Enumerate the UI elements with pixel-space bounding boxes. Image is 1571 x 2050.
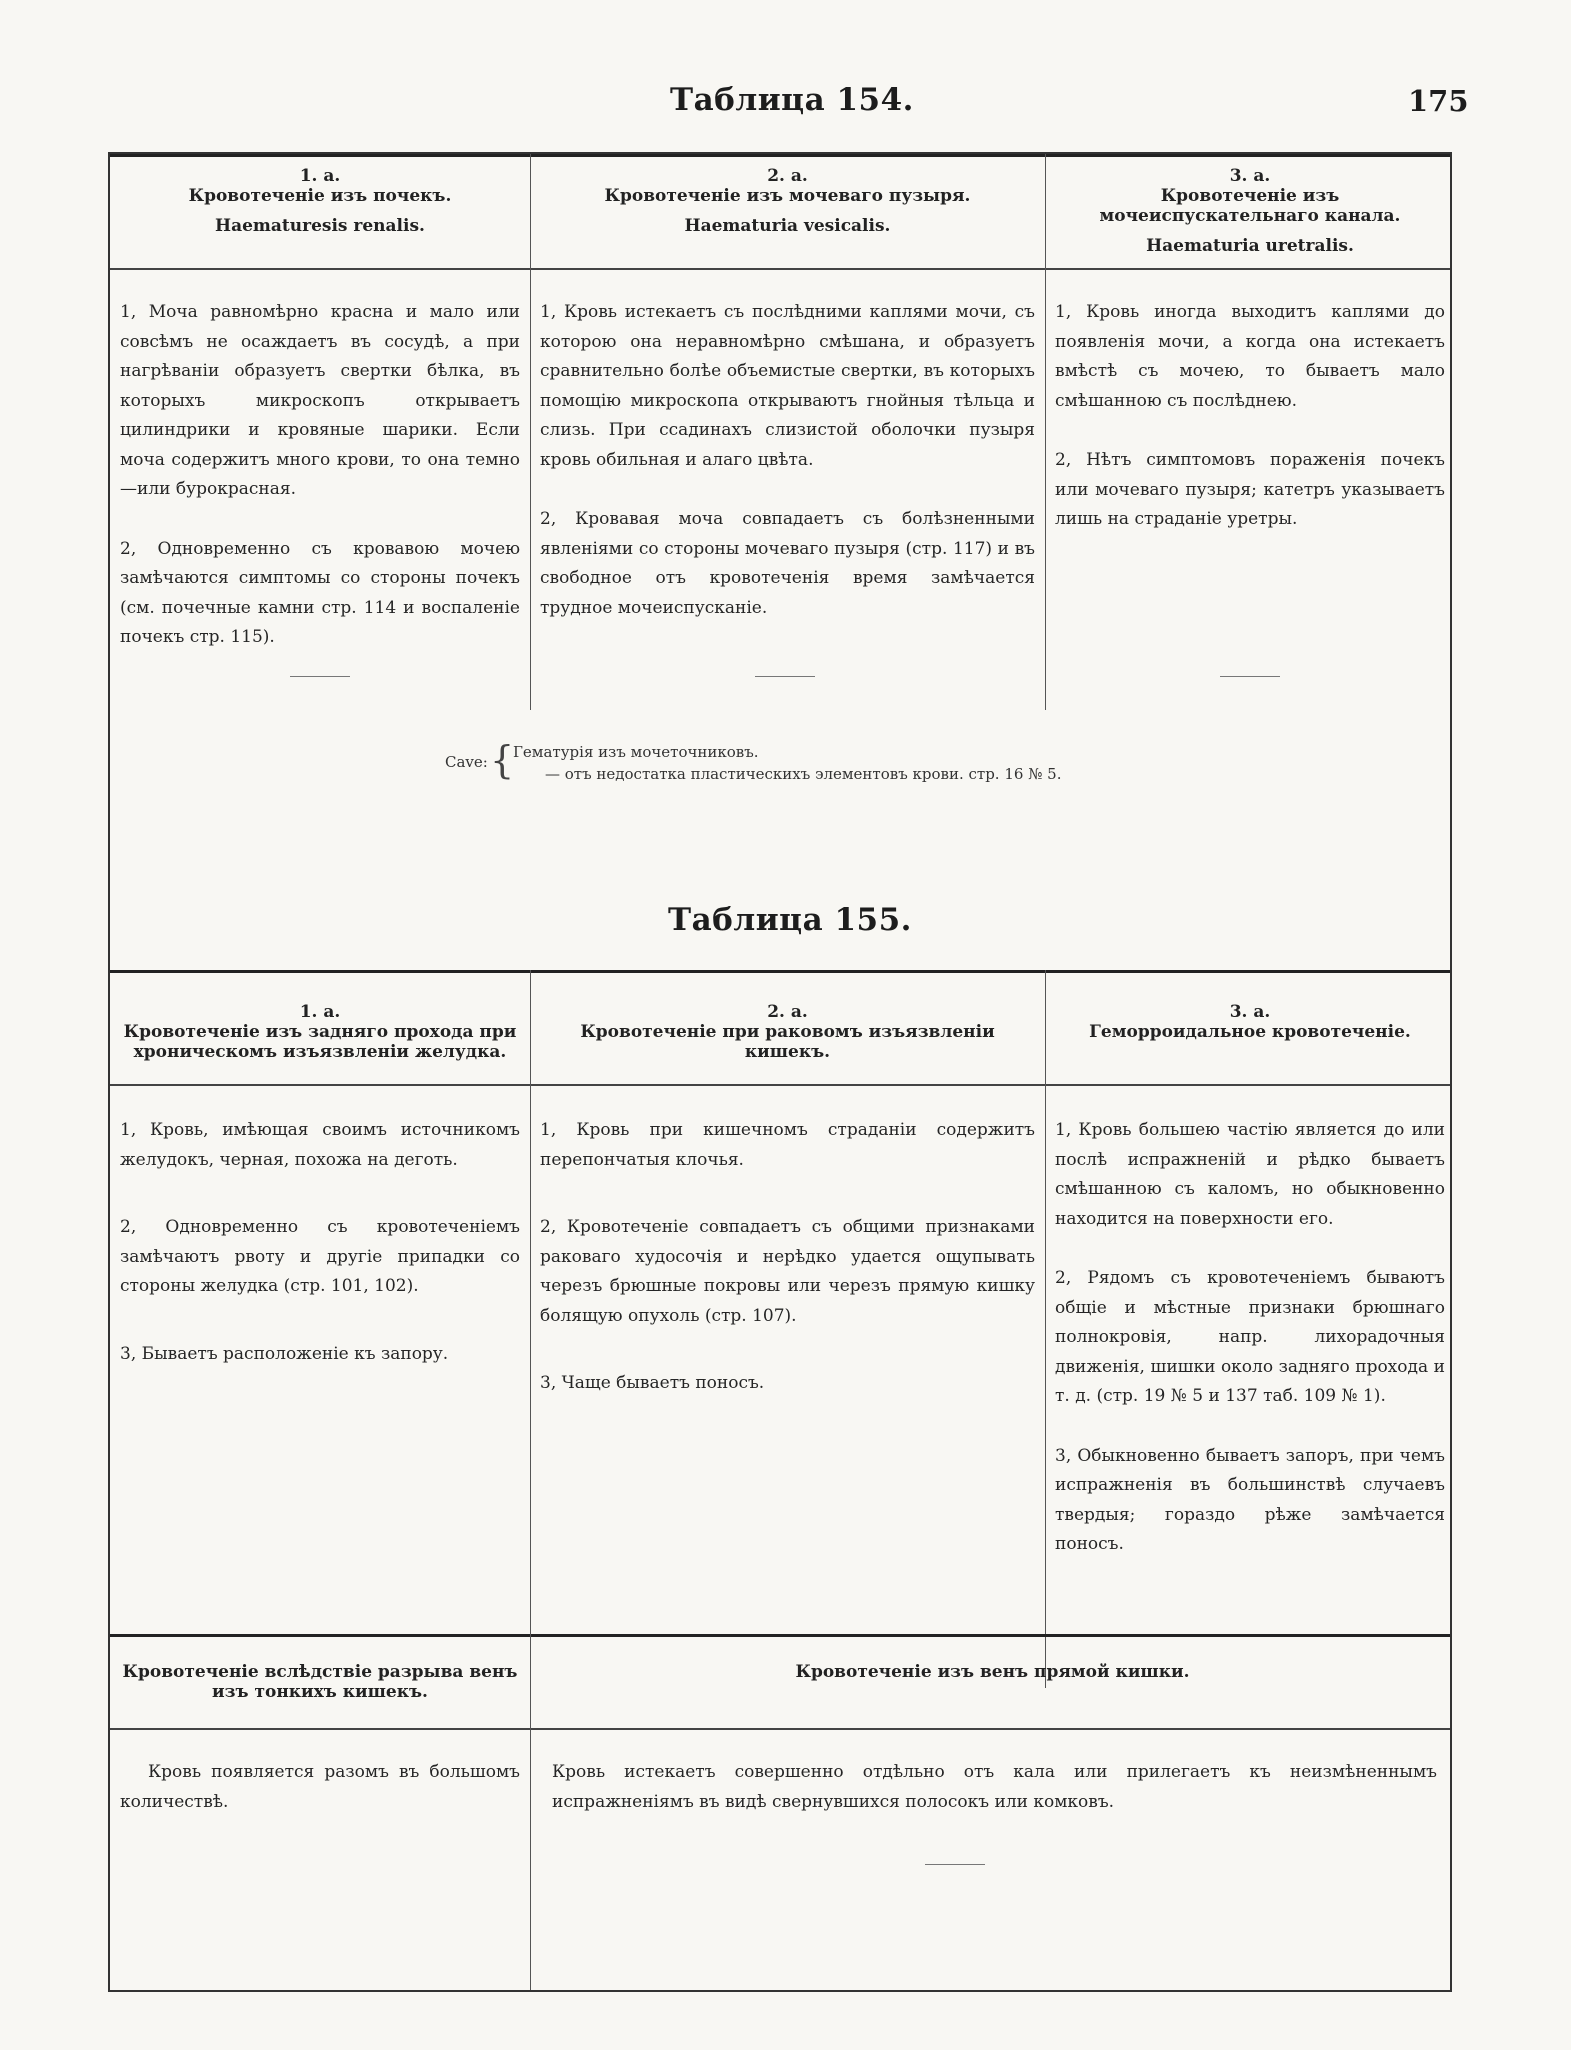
table-154-col-divider [530,154,531,710]
list-item: 2, Кровавая моча совпадаетъ съ болѣзненными явленіями со стороны мочеваго пузыря (стр. 117) и въ свободное отъ кровотеченія время замѣчается трудное мочеиспусканіе. [540,509,1035,618]
table-154-top-rule [110,154,1450,157]
column-latin: Haematuria vesicalis. [684,216,891,236]
subtable-header-rule [110,1728,1450,1730]
table-155-col-divider [1045,970,1046,1688]
table-155-title: Таблица 155. [668,902,912,938]
table-154-col-divider [1045,154,1046,710]
table-154-col3-body [1055,298,1445,565]
brace-icon: { [490,738,515,782]
column-number: 2. a. [767,1002,808,1022]
divider-dash [925,1864,985,1865]
list-item: 1, Кровь при кишечномъ страданіи содержитъ перепончатыя клочья. [540,1120,1035,1170]
table-154-title: Таблица 154. [670,82,914,118]
column-number: 1. a. [299,1002,341,1022]
column-number: 3. a. [1229,1002,1271,1022]
table-154-col1-body [120,298,520,683]
table-154-col2-body [540,298,1035,653]
list-item: 2, Кровотеченіе совпадаетъ съ общими признаками раковаго худосочія и нерѣдко удается ощупывать черезъ брюшные покровы или черезъ прямую кишку болящую опухоль (стр. 107). [540,1217,1035,1326]
column-latin: Haematuresis renalis. [215,216,425,236]
list-item: 1, Кровь иногда выходитъ каплями до появленія мочи, а когда она истекаетъ вмѣстѣ съ мочею, то бываетъ мало смѣшанною съ послѣднею. [1055,302,1445,411]
divider-dash [1220,676,1280,677]
table-155-col3-header [1055,1002,1445,1042]
subtable-col1-body [120,1758,520,1847]
table-155-col-divider [530,970,531,1688]
column-title: Геморроидальное кровотеченіе. [1089,1022,1411,1042]
column-title: Кровотеченіе при раковомъ изъязвленіи кишекъ. [580,1022,995,1062]
list-item: 1, Моча равномѣрно красна и мало или совсѣмъ не осаждаетъ въ сосудѣ, а при нагрѣваніи образуетъ свертки бѣлка, въ которыхъ микроскопъ открываетъ цилиндрики и кровяные шарики. Если моча содержитъ много крови, то она темно—или бурокрасная. [120,302,520,499]
list-item: Кровь появляется разомъ въ большомъ количествѣ. [120,1762,520,1812]
column-number: 1. a. [299,166,341,186]
list-item: 2, Одновременно съ кровотеченіемъ замѣчаютъ рвоту и другіе припадки со стороны желудка (стр. 101, 102). [120,1217,520,1296]
table-155-top-rule [110,970,1450,973]
table-154-col1-header [120,166,520,236]
divider-dash [755,676,815,677]
table-154-header-rule [110,268,1450,270]
divider-dash [290,676,350,677]
table-155-col3-body [1055,1116,1445,1590]
list-item: 3, Чаще бываетъ поносъ. [540,1373,765,1393]
list-item: 2, Рядомъ съ кровотеченіемъ бываютъ общіе и мѣстные признаки брюшнаго полнокровія, напр. лихорадочныя движенія, шишки около задняго прохода и т. д. (стр. 19 № 5 и 137 таб. 109 № 1). [1055,1268,1445,1406]
list-item: 3, Обыкновенно бываетъ запоръ, при чемъ испражненія въ большинствѣ случаевъ твердыя; гораздо рѣже замѣчается поносъ. [1055,1445,1445,1554]
cave-line-2: — отъ недостатка пластическихъ элементовъ крови. стр. 16 № 5. [545,765,1062,783]
column-title: Кровотеченіе изъ задняго прохода при хроническомъ изъязвленіи желудка. [123,1022,517,1062]
page-number: 175 [1408,84,1469,118]
column-number: 2. a. [767,166,808,186]
subtable-col2-header [540,1662,1445,1682]
list-item: 3, Бываетъ расположеніе къ запору. [120,1343,449,1364]
column-latin: Haematuria uretralis. [1146,236,1354,256]
table-154-col2-header [540,166,1035,236]
table-155-col2-header [540,1002,1035,1062]
table-155-col2-body [540,1116,1035,1429]
table-155-col1-header [120,1002,520,1062]
column-title: Кровотеченіе вслѣдствіе разрыва венъ изъ тонкихъ кишекъ. [122,1662,518,1702]
table-155-col1-body [120,1116,520,1399]
cave-label: Cave: [445,753,488,771]
list-item: Кровь истекаетъ совершенно отдѣльно отъ кала или прилегаетъ къ неизмѣненнымъ испражненіямъ въ видѣ свернувшихся полосокъ или комковъ. [552,1762,1437,1812]
list-item: 2, Одновременно съ кровавою мочею замѣчаются симптомы со стороны почекъ (см. почечные камни стр. 114 и воспаленіе почекъ стр. 115). [120,538,520,647]
list-item: 1, Кровь, имѣющая своимъ источникомъ желудокъ, черная, похожа на деготь. [120,1120,520,1170]
column-number: 3. a. [1229,166,1271,186]
subtable-col-divider [530,1634,531,1990]
subtable-top-rule [110,1634,1450,1637]
column-title: Кровотеченіе изъ мочеиспускательнаго канала. [1099,186,1401,226]
subtable-col2-body [552,1758,1437,1847]
table-155-header-rule [110,1084,1450,1086]
column-title: Кровотеченіе изъ венъ прямой кишки. [795,1662,1190,1682]
list-item: 2, Нѣтъ симптомовъ пораженія почекъ или мочеваго пузыря; катетръ указываетъ лишь на страданіе уретры. [1055,450,1445,529]
subtable-col1-header [120,1662,520,1702]
list-item: 1, Кровь истекаетъ съ послѣдними каплями мочи, съ которою она неравномѣрно смѣшана, и образуетъ сравнительно болѣе объемистые свертки, въ которыхъ помощію микроскопа открываютъ гнойныя тѣльца и слизь. При ссадинахъ слизистой оболочки пузыря кровь обильная и алаго цвѣта. [540,302,1035,470]
page-frame [108,152,1452,1992]
column-title: Кровотеченіе изъ мочеваго пузыря. [604,186,971,206]
table-154-col3-header [1055,166,1445,256]
cave-line-1: Гематурія изъ мочеточниковъ. [513,743,759,761]
list-item: 1, Кровь большею частію является до или послѣ испражненій и рѣдко бываетъ смѣшанною съ каломъ, но обыкновенно находится на поверхности его. [1055,1120,1445,1229]
column-title: Кровотеченіе изъ почекъ. [188,186,452,206]
